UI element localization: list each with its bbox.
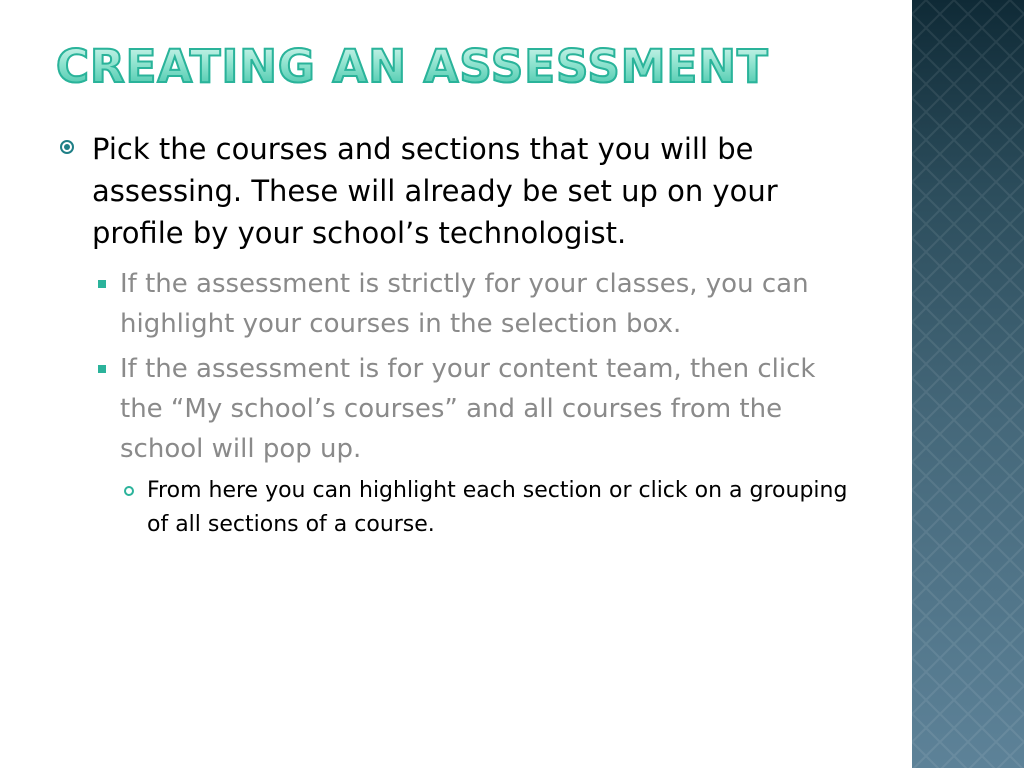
slide-body — [60, 128, 860, 542]
square-bullet-icon — [98, 280, 106, 288]
diamond-pattern — [912, 0, 1024, 768]
hollow-circle-bullet-icon — [124, 486, 134, 496]
bullet-level-3 — [124, 474, 860, 542]
decorative-side-panel — [912, 0, 1024, 768]
square-bullet-icon — [98, 365, 106, 373]
bullet-level-2 — [98, 264, 860, 344]
bullet-level-2 — [98, 349, 860, 469]
bullet-level-1 — [60, 128, 860, 254]
bullet-text: If the assessment is for your content team, then click the “My school’s courses” and all courses from the school will pop up. — [120, 354, 816, 464]
circle-dot-bullet-icon — [60, 140, 74, 154]
bullet-text: If the assessment is strictly for your classes, you can highlight your courses in the selection box. — [120, 269, 809, 339]
slide-title: CREATING AN ASSESSMENT — [56, 40, 769, 93]
bullet-text: From here you can highlight each section or click on a grouping of all sections of a course. — [147, 478, 848, 537]
bullet-text: Pick the courses and sections that you will be assessing. These will already be set up on your profile by your school’s technologist. — [92, 132, 778, 250]
